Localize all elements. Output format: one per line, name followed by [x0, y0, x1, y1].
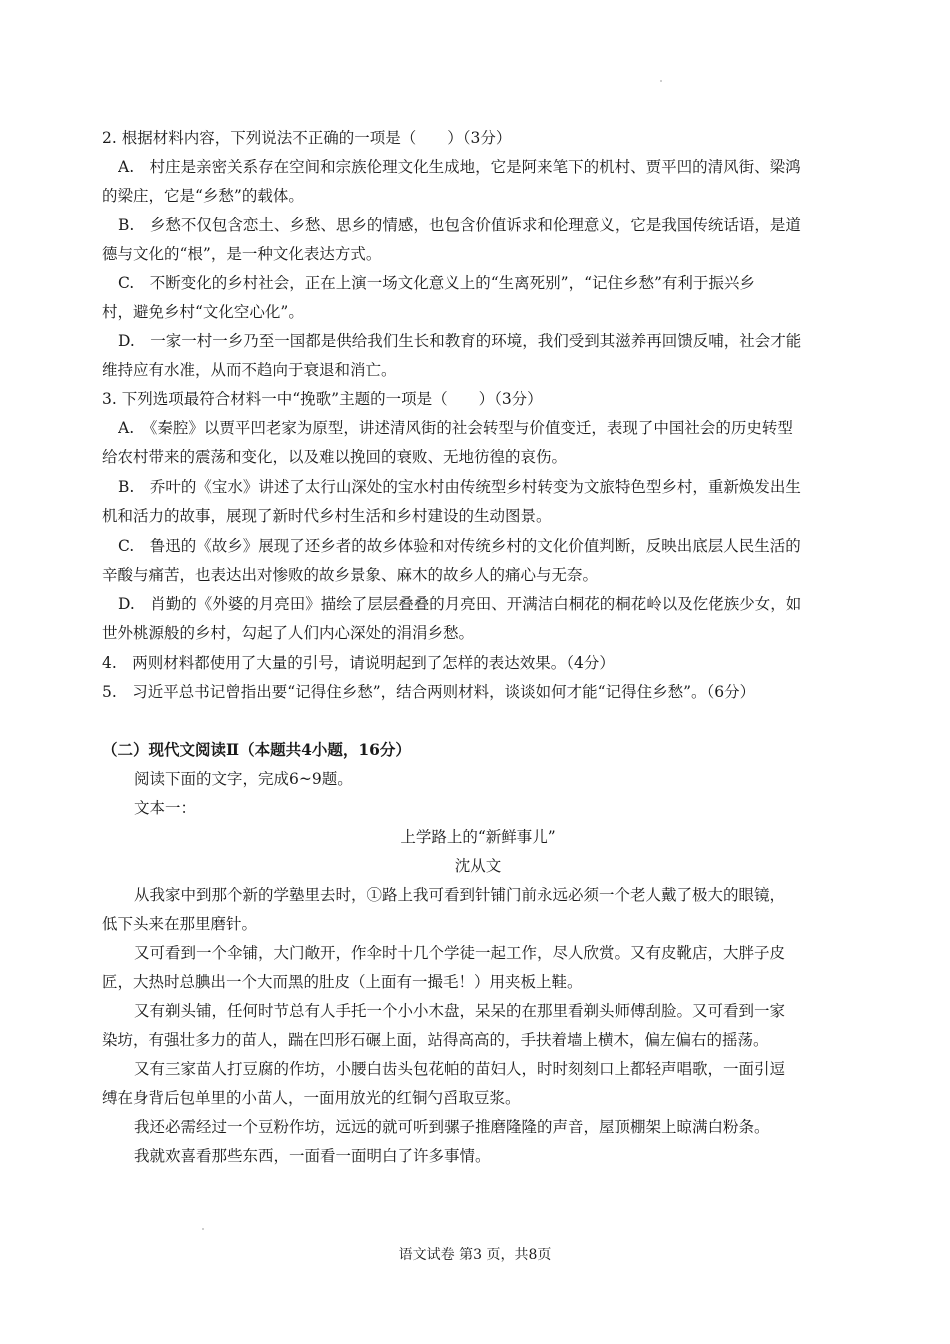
q3-option-c-line1: C. 鲁迅的《故乡》展现了还乡者的故乡体验和对传统乡村的文化价值判断，反映出底层人民生活的 — [118, 537, 801, 555]
scan-speck — [660, 80, 662, 82]
section-instruction: 阅读下面的文字，完成6~9题。 — [134, 770, 353, 788]
question-2-stem: 2. 根据材料内容，下列说法不正确的一项是（ ）（3分） — [102, 129, 512, 147]
q2-option-d-line2: 维持应有水准，从而不趋向于衰退和消亡。 — [102, 361, 397, 379]
q2-option-d-line1: D. 一家一村一乡乃至一国都是供给我们生长和教育的环境，我们受到其滋养再回馈反哺，社会才能 — [118, 332, 802, 350]
q2-option-c-line2: 村，避免乡村“文化空心化”。 — [102, 303, 304, 321]
q3-option-b-line2: 机和活力的故事，展现了新时代乡村生活和乡村建设的生动图景。 — [102, 507, 552, 525]
q2-option-a-line1: A. 村庄是亲密关系存在空间和宗族伦理文化生成地，它是阿来笔下的机村、贾平凹的清风街、梁鸿 — [118, 158, 801, 176]
article-paragraph-4-line1: 又有三家苗人打豆腐的作坊，小腰白齿头包花帕的苗妇人，时时刻刻口上都轻声唱歌，一面引逗 — [134, 1060, 786, 1078]
article-paragraph-1-line1: 从我家中到那个新的学塾里去时，①路上我可看到针铺门前永远必须一个老人戴了极大的眼镜， — [134, 886, 786, 904]
article-paragraph-3-line2: 染坊，有强壮多力的苗人，踹在凹形石碾上面，站得高高的，手扶着墙上横木，偏左偏右的摇荡。 — [102, 1031, 769, 1049]
text-label: 文本一： — [134, 799, 197, 817]
article-paragraph-2-line2: 匠，大热时总腆出一个大而黑的肚皮（上面有一撮毛！）用夹板上鞋。 — [102, 973, 583, 991]
article-paragraph-1-line2: 低下头来在那里磨针。 — [102, 915, 258, 933]
q3-option-d-line1: D. 肖勤的《外婆的月亮田》描绘了层层叠叠的月亮田、开满洁白桐花的桐花岭以及仡佬族少女，如 — [118, 595, 802, 613]
question-4: 4. 两则材料都使用了大量的引号，请说明起到了怎样的表达效果。（4分） — [102, 654, 615, 672]
scan-speck — [202, 1228, 204, 1230]
article-author: 沈从文 — [454, 857, 502, 875]
article-paragraph-2-line1: 又可看到一个伞铺，大门敞开，作伞时十几个学徒一起工作，尽人欣赏。又有皮靴店，大胖子皮 — [134, 944, 786, 962]
page-footer: 语文试卷 第3 页，共8页 — [398, 1247, 552, 1263]
q3-option-d-line2: 世外桃源般的乡村，勾起了人们内心深处的涓涓乡愁。 — [102, 624, 475, 642]
q2-option-b-line1: B. 乡愁不仅包含恋土、乡愁、思乡的情感，也包含价值诉求和伦理意义，它是我国传统话语，是道 — [118, 216, 801, 234]
article-paragraph-6: 我就欢喜看那些东西，一面看一面明白了许多事情。 — [134, 1147, 491, 1165]
article-title: 上学路上的“新鲜事儿” — [400, 828, 556, 846]
q3-option-a-line2: 给农村带来的震荡和变化，以及难以挽回的衰败、无地彷徨的哀伤。 — [102, 448, 568, 466]
article-paragraph-4-line2: 缚在身背后包单里的小苗人，一面用放光的红铜勺舀取豆浆。 — [102, 1089, 521, 1107]
section-heading: （二）现代文阅读Ⅱ（本题共4小题，16分） — [102, 740, 411, 759]
q3-option-c-line2: 辛酸与痛苦，也表达出对惨败的故乡景象、麻木的故乡人的痛心与无奈。 — [102, 566, 599, 584]
question-3-stem: 3. 下列选项最符合材料一中“挽歌”主题的一项是（ ）（3分） — [102, 390, 543, 408]
q3-option-a-line1: A. 《秦腔》以贾平凹老家为原型，讲述清风街的社会转型与价值变迁，表现了中国社会的历史转型 — [118, 419, 793, 437]
question-5: 5. 习近平总书记曾指出要“记得住乡愁”，结合两则材料，谈谈如何才能“记得住乡愁”。（6分） — [102, 683, 756, 701]
q3-option-b-line1: B. 乔叶的《宝水》讲述了太行山深处的宝水村由传统型乡村转变为文旅特色型乡村，重新焕发出生 — [118, 478, 801, 496]
q2-option-a-line2: 的梁庄，它是“乡愁”的载体。 — [102, 187, 304, 205]
article-paragraph-5: 我还必需经过一个豆粉作坊，远远的就可听到骡子推磨隆隆的声音，屋顶棚架上晾满白粉条。 — [134, 1118, 770, 1136]
q2-option-c-line1: C. 不断变化的乡村社会，正在上演一场文化意义上的“生离死别”，“记住乡愁”有利于振兴乡 — [118, 274, 755, 292]
q2-option-b-line2: 德与文化的“根”，是一种文化表达方式。 — [102, 245, 382, 263]
article-paragraph-3-line1: 又有剃头铺，任何时节总有人手托一个小小木盘，呆呆的在那里看剃头师傅刮脸。又可看到一家 — [134, 1002, 786, 1020]
